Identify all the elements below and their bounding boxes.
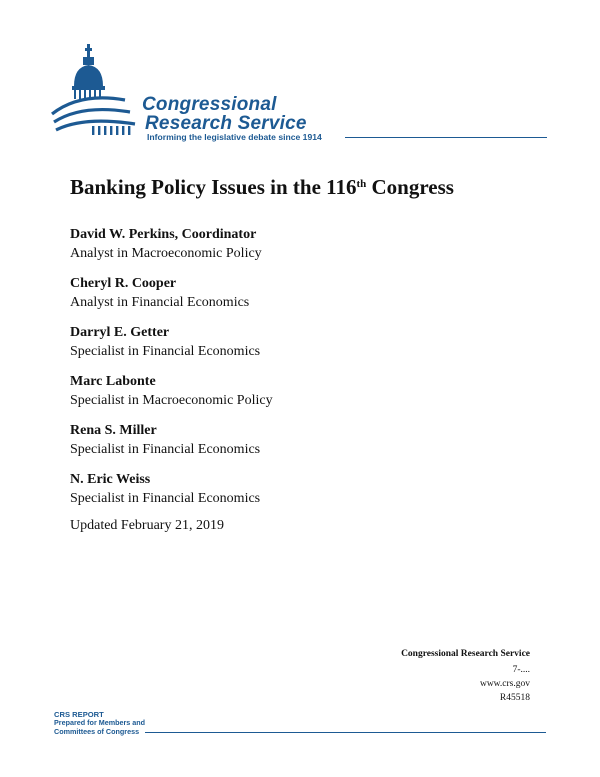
author-name: David W. Perkins, Coordinator xyxy=(70,227,257,242)
crs-report-footer xyxy=(54,711,145,736)
author-list xyxy=(70,226,273,520)
author-name: N. Eric Weiss xyxy=(70,472,151,487)
org-name-line2: Research Service xyxy=(145,113,307,134)
author-title: Analyst in Macroeconomic Policy xyxy=(70,246,262,261)
author-name: Rena S. Miller xyxy=(70,423,157,438)
tagline-rule xyxy=(345,137,547,138)
report-title xyxy=(70,175,454,200)
report-meta xyxy=(401,646,530,705)
author-entry xyxy=(70,324,273,361)
footer-line3: Committees of Congress xyxy=(54,726,140,736)
author-entry xyxy=(70,422,273,459)
org-name-line1: Congressional xyxy=(142,94,277,115)
meta-code: 7-.... xyxy=(512,665,530,675)
crs-logo xyxy=(50,42,550,142)
author-name: Marc Labonte xyxy=(70,374,156,389)
author-title: Specialist in Financial Economics xyxy=(70,344,261,359)
author-title: Specialist in Financial Economics xyxy=(70,491,261,506)
author-name: Darryl E. Getter xyxy=(70,325,170,340)
author-entry xyxy=(70,275,273,312)
footer-rule xyxy=(145,732,546,733)
meta-url: www.crs.gov xyxy=(479,679,530,689)
author-name: Cheryl R. Cooper xyxy=(70,276,177,291)
footer-line1: CRS REPORT xyxy=(54,710,104,719)
capitol-dome-icon xyxy=(50,42,150,142)
author-entry xyxy=(70,373,273,410)
meta-report-number: R45518 xyxy=(499,693,530,703)
meta-org: Congressional Research Service xyxy=(401,649,530,659)
author-title: Specialist in Macroeconomic Policy xyxy=(70,393,273,408)
author-entry xyxy=(70,226,273,263)
title-superscript: th xyxy=(356,178,367,190)
updated-date: Updated February 21, 2019 xyxy=(70,518,224,533)
org-tagline: Informing the legislative debate since 1914 xyxy=(147,132,322,142)
title-main: Banking Policy Issues in the 116 xyxy=(70,175,357,199)
title-end: Congress xyxy=(366,175,454,199)
footer-line2: Prepared for Members and xyxy=(54,718,146,728)
author-entry xyxy=(70,471,273,508)
author-title: Specialist in Financial Economics xyxy=(70,442,261,457)
author-title: Analyst in Financial Economics xyxy=(70,295,250,310)
